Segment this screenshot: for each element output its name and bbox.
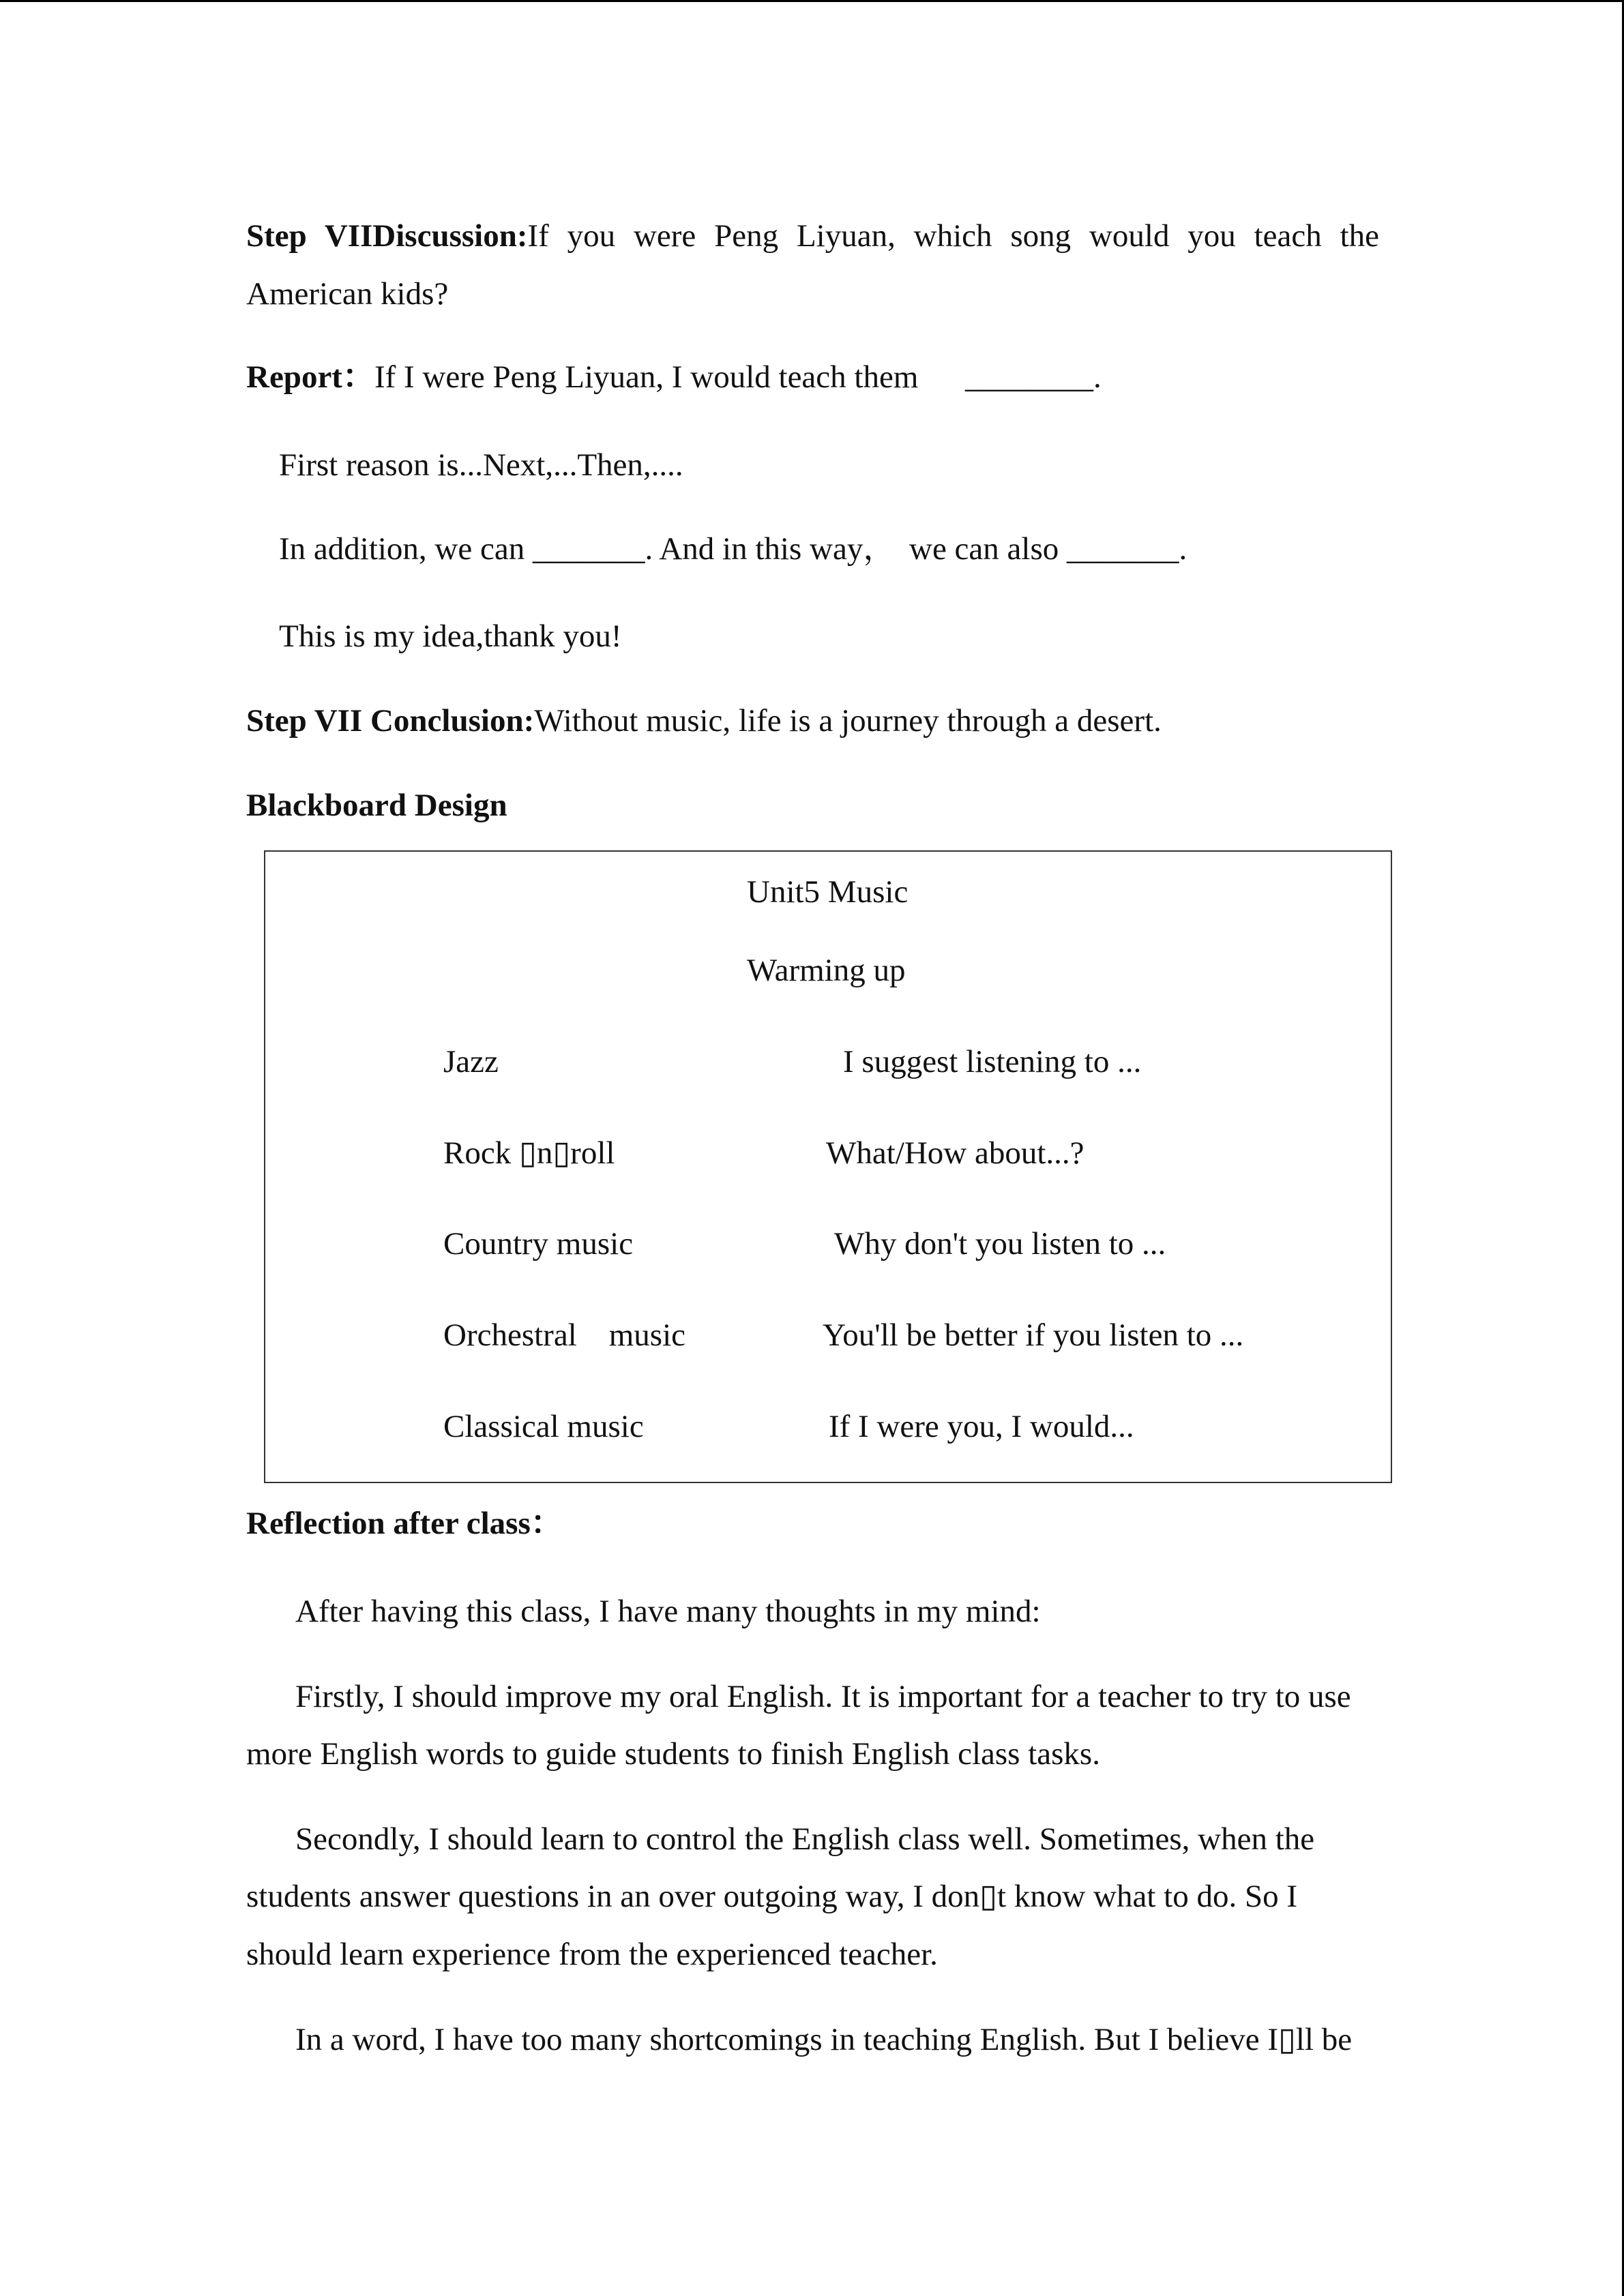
phrase-item: If I were you, I would... bbox=[829, 1409, 1134, 1444]
reflection-p2-line-2: more English words to guide students to finish English class tasks. bbox=[246, 1736, 1100, 1772]
report-line-4: This is my idea,thank you! bbox=[279, 618, 622, 654]
reflection-paragraph-1: After having this class, I have many thoughts in my mind: bbox=[295, 1594, 1041, 1629]
report-text: If I were Peng Liyuan, I would teach them bbox=[374, 359, 919, 395]
phrase-item: What/How about...? bbox=[826, 1135, 1084, 1171]
blackboard-subtitle: Warming up bbox=[747, 953, 906, 988]
report-line-3a: In addition, we can _______. And in this way， bbox=[279, 531, 896, 567]
genre-item: Country music bbox=[443, 1226, 634, 1262]
report-label: Report： bbox=[246, 359, 374, 395]
phrase-item: Why don't you listen to ... bbox=[834, 1226, 1166, 1262]
discussion-line-1 bbox=[246, 215, 1379, 256]
reflection-p3-line-1: Secondly, I should learn to control the English class well. Sometimes, when the bbox=[295, 1821, 1315, 1857]
report-blank-1: ________. bbox=[965, 359, 1102, 395]
reflection-p4-line-1: In a word, I have too many shortcomings in teaching English. But I believe I▯ll be bbox=[295, 2022, 1353, 2057]
page-top-border bbox=[0, 0, 1624, 2]
report-line-3b: we can also _______. bbox=[909, 531, 1187, 567]
phrase-item: You'll be better if you listen to ... bbox=[823, 1317, 1244, 1353]
reflection-p2-line-1: Firstly, I should improve my oral English. It is important for a teacher to try to use bbox=[295, 1679, 1351, 1714]
report-line-2: First reason is...Next,...Then,.... bbox=[279, 447, 683, 483]
genre-item: Jazz bbox=[443, 1044, 499, 1079]
conclusion-text: Without music, life is a journey through a desert. bbox=[534, 703, 1162, 739]
reflection-p3-line-2: students answer questions in an over outgoing way, I don▯t know what to do. So I bbox=[246, 1879, 1297, 1914]
genre-item: Rock ▯n▯roll bbox=[443, 1135, 615, 1171]
discussion-label: Step VIIDiscussion: bbox=[246, 218, 528, 254]
reflection-p3-line-3: should learn experience from the experienced teacher. bbox=[246, 1937, 938, 1972]
blackboard-heading: Blackboard Design bbox=[246, 788, 507, 823]
reflection-heading: Reflection after class： bbox=[246, 1506, 563, 1541]
report-line-1 bbox=[246, 357, 918, 398]
discussion-line-2: American kids? bbox=[246, 276, 449, 312]
conclusion-label: Step VII Conclusion: bbox=[246, 703, 535, 739]
genre-item: Orchestral music bbox=[443, 1317, 686, 1353]
discussion-text: If you were Peng Liyuan, which song would you teach the bbox=[527, 218, 1379, 254]
blackboard-title: Unit5 Music bbox=[747, 874, 909, 910]
phrase-item: I suggest listening to ... bbox=[843, 1044, 1142, 1079]
conclusion-line bbox=[246, 700, 1162, 741]
genre-item: Classical music bbox=[443, 1409, 644, 1444]
